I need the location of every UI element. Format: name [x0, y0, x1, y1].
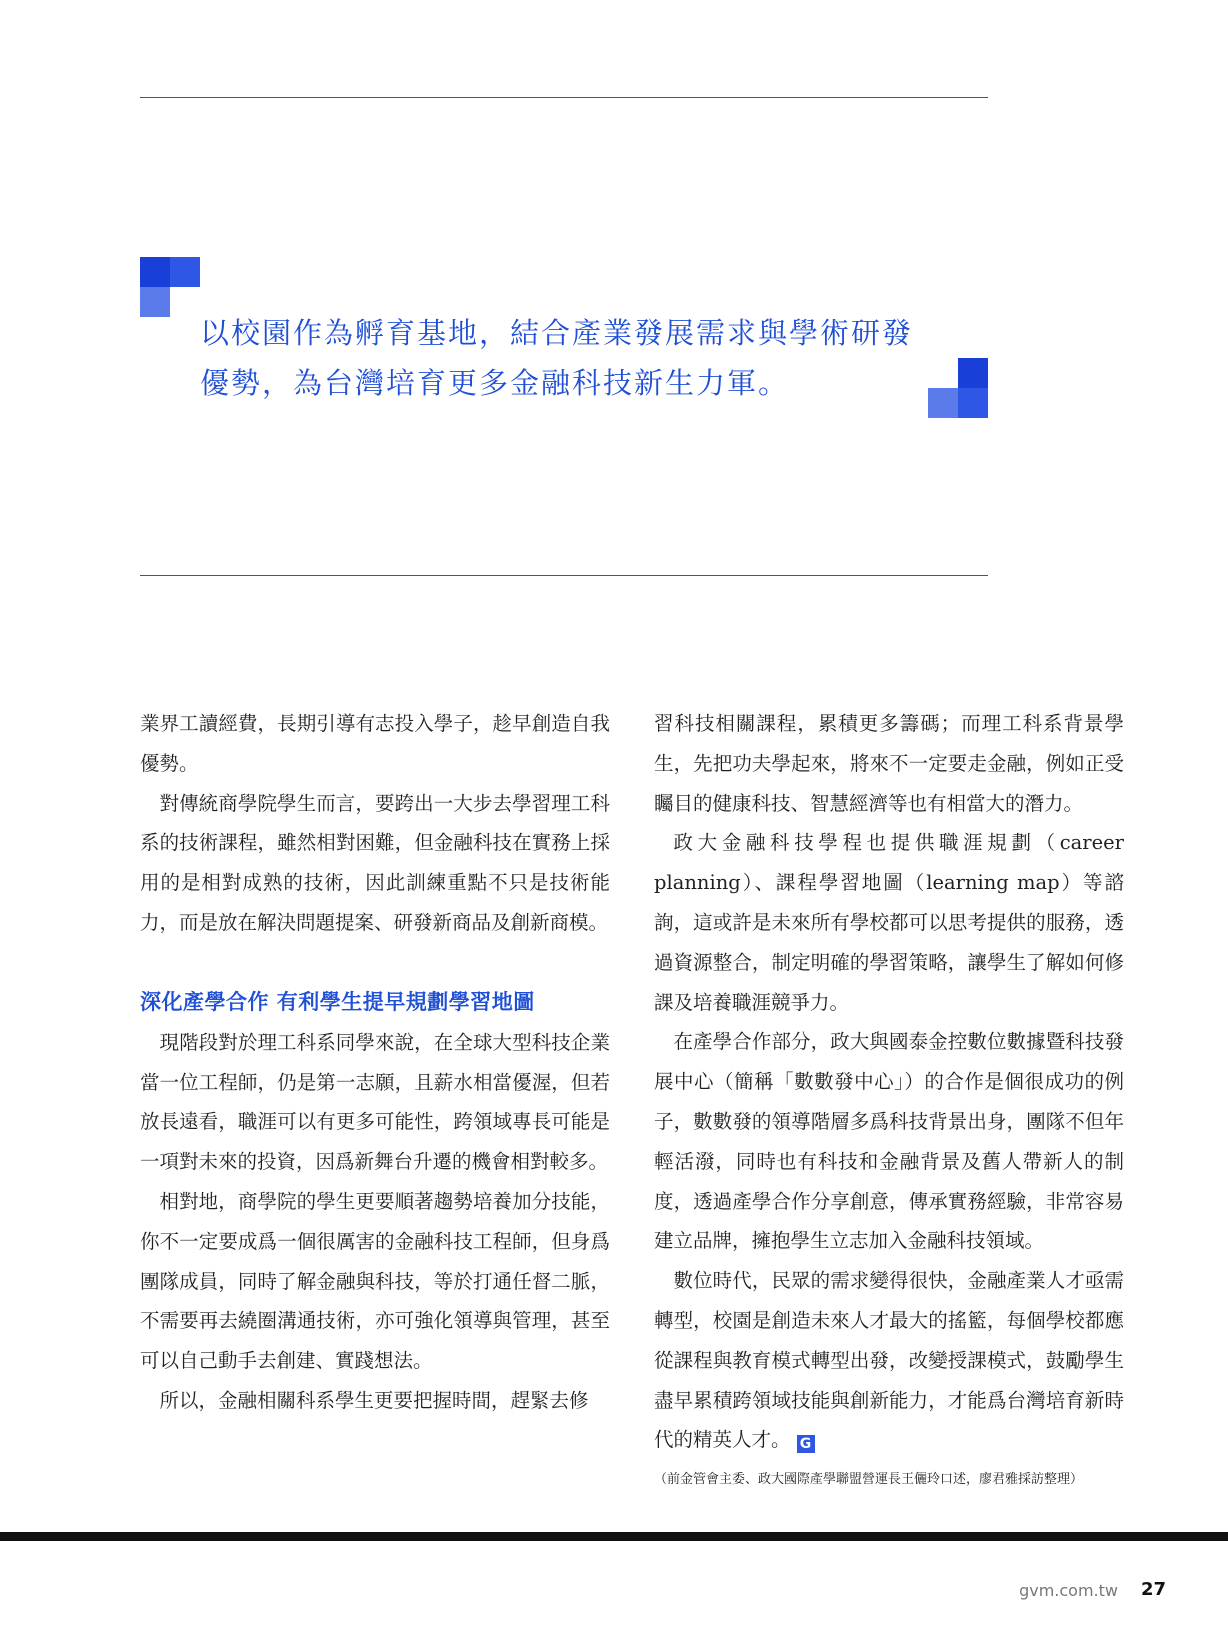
article-column-left [140, 704, 610, 1421]
site-url: gvm.com.tw [1019, 1581, 1118, 1600]
paragraph: 相對地，商學院的學生更要順著趨勢培養加分技能，你不一定要成爲一個很厲害的金融科技工程師，但身爲團隊成員，同時了解金融與科技，等於打通任督二脈，不需要再去繞圈溝通技術，亦可強化領導與管理，甚至可以自己動手去創建、實踐想法。 [140, 1189, 610, 1373]
paragraph: 在產學合作部分，政大與國泰金控數位數據暨科技發展中心（簡稱「數數發中心」）的合作是個很成功的例子，數數發的領導階層多爲科技背景出身，團隊不但年輕活潑，同時也有科技和金融背景及舊人帶新人的制度，透過產學合作分享創意，傳承實務經驗，非常容易建立品牌，擁抱學生立志加入金融科技領域。 [654, 1030, 1124, 1253]
paragraph: 習科技相關課程，累積更多籌碼；而理工科系背景學生，先把功夫學起來，將來不一定要走金融，例如正受矚目的健康科技、智慧經濟等也有相當大的潛力。 [654, 712, 1124, 815]
pull-quote: 以校園作為孵育基地，結合產業發展需求與學術研發優勢，為台灣培育更多金融科技新生力軍。 [200, 316, 914, 400]
credit-line: （前金管會主委、政大國際產學聯盟營運長王儷玲口述，廖君雅採訪整理） [654, 1472, 1084, 1488]
paragraph: 所以，金融相關科系學生更要把握時間，趕緊去修 [159, 1388, 589, 1412]
paragraph: 業界工讀經費，長期引導有志投入學子，趁早創造自我優勢。 [140, 712, 610, 775]
end-mark-icon: G [797, 1435, 815, 1453]
paragraph: 現階段對於理工科系同學來說，在全球大型科技企業當一位工程師，仍是第一志願，且薪水相當優渥，但若放長遠看，職涯可以有更多可能性，跨領域專長可能是一項對未來的投資，因爲新舞台升遷的機會相對較多。 [140, 1030, 610, 1174]
section-subheading: 深化產學合作 有利學生提早規劃學習地圖 [140, 989, 535, 1014]
footer-bar [0, 1532, 1228, 1541]
paragraph: 對傳統商學院學生而言，要跨出一大步去學習理工科系的技術課程，雖然相對困難，但金融科技在實務上採用的是相對成熟的技術，因此訓練重點不只是技術能力，而是放在解決問題提案、研發新商品及創新商模。 [140, 791, 610, 934]
top-rule [140, 97, 988, 98]
article-column-right [654, 704, 1124, 1490]
paragraph-final [654, 1261, 1124, 1460]
bottom-rule [140, 575, 988, 576]
paragraph: 政大金融科技學程也提供職涯規劃（career planning）、課程學習地圖（learning map）等諮詢，這或許是未來所有學校都可以思考提供的服務，透過資源整合，制定明確的學習策略，讓學生了解如何修課及培養職涯競爭力。 [654, 831, 1124, 1014]
paragraph-text: 數位時代，民眾的需求變得很快，金融產業人才亟需轉型，校園是創造未來人才最大的搖籃，每個學校都應從課程與教育模式轉型出發，改變授課模式，鼓勵學生盡早累積跨領域技能與創新能力，才能爲台灣培育新時代的精英人才。 [654, 1269, 1124, 1452]
page-number: 27 [1140, 1579, 1166, 1600]
